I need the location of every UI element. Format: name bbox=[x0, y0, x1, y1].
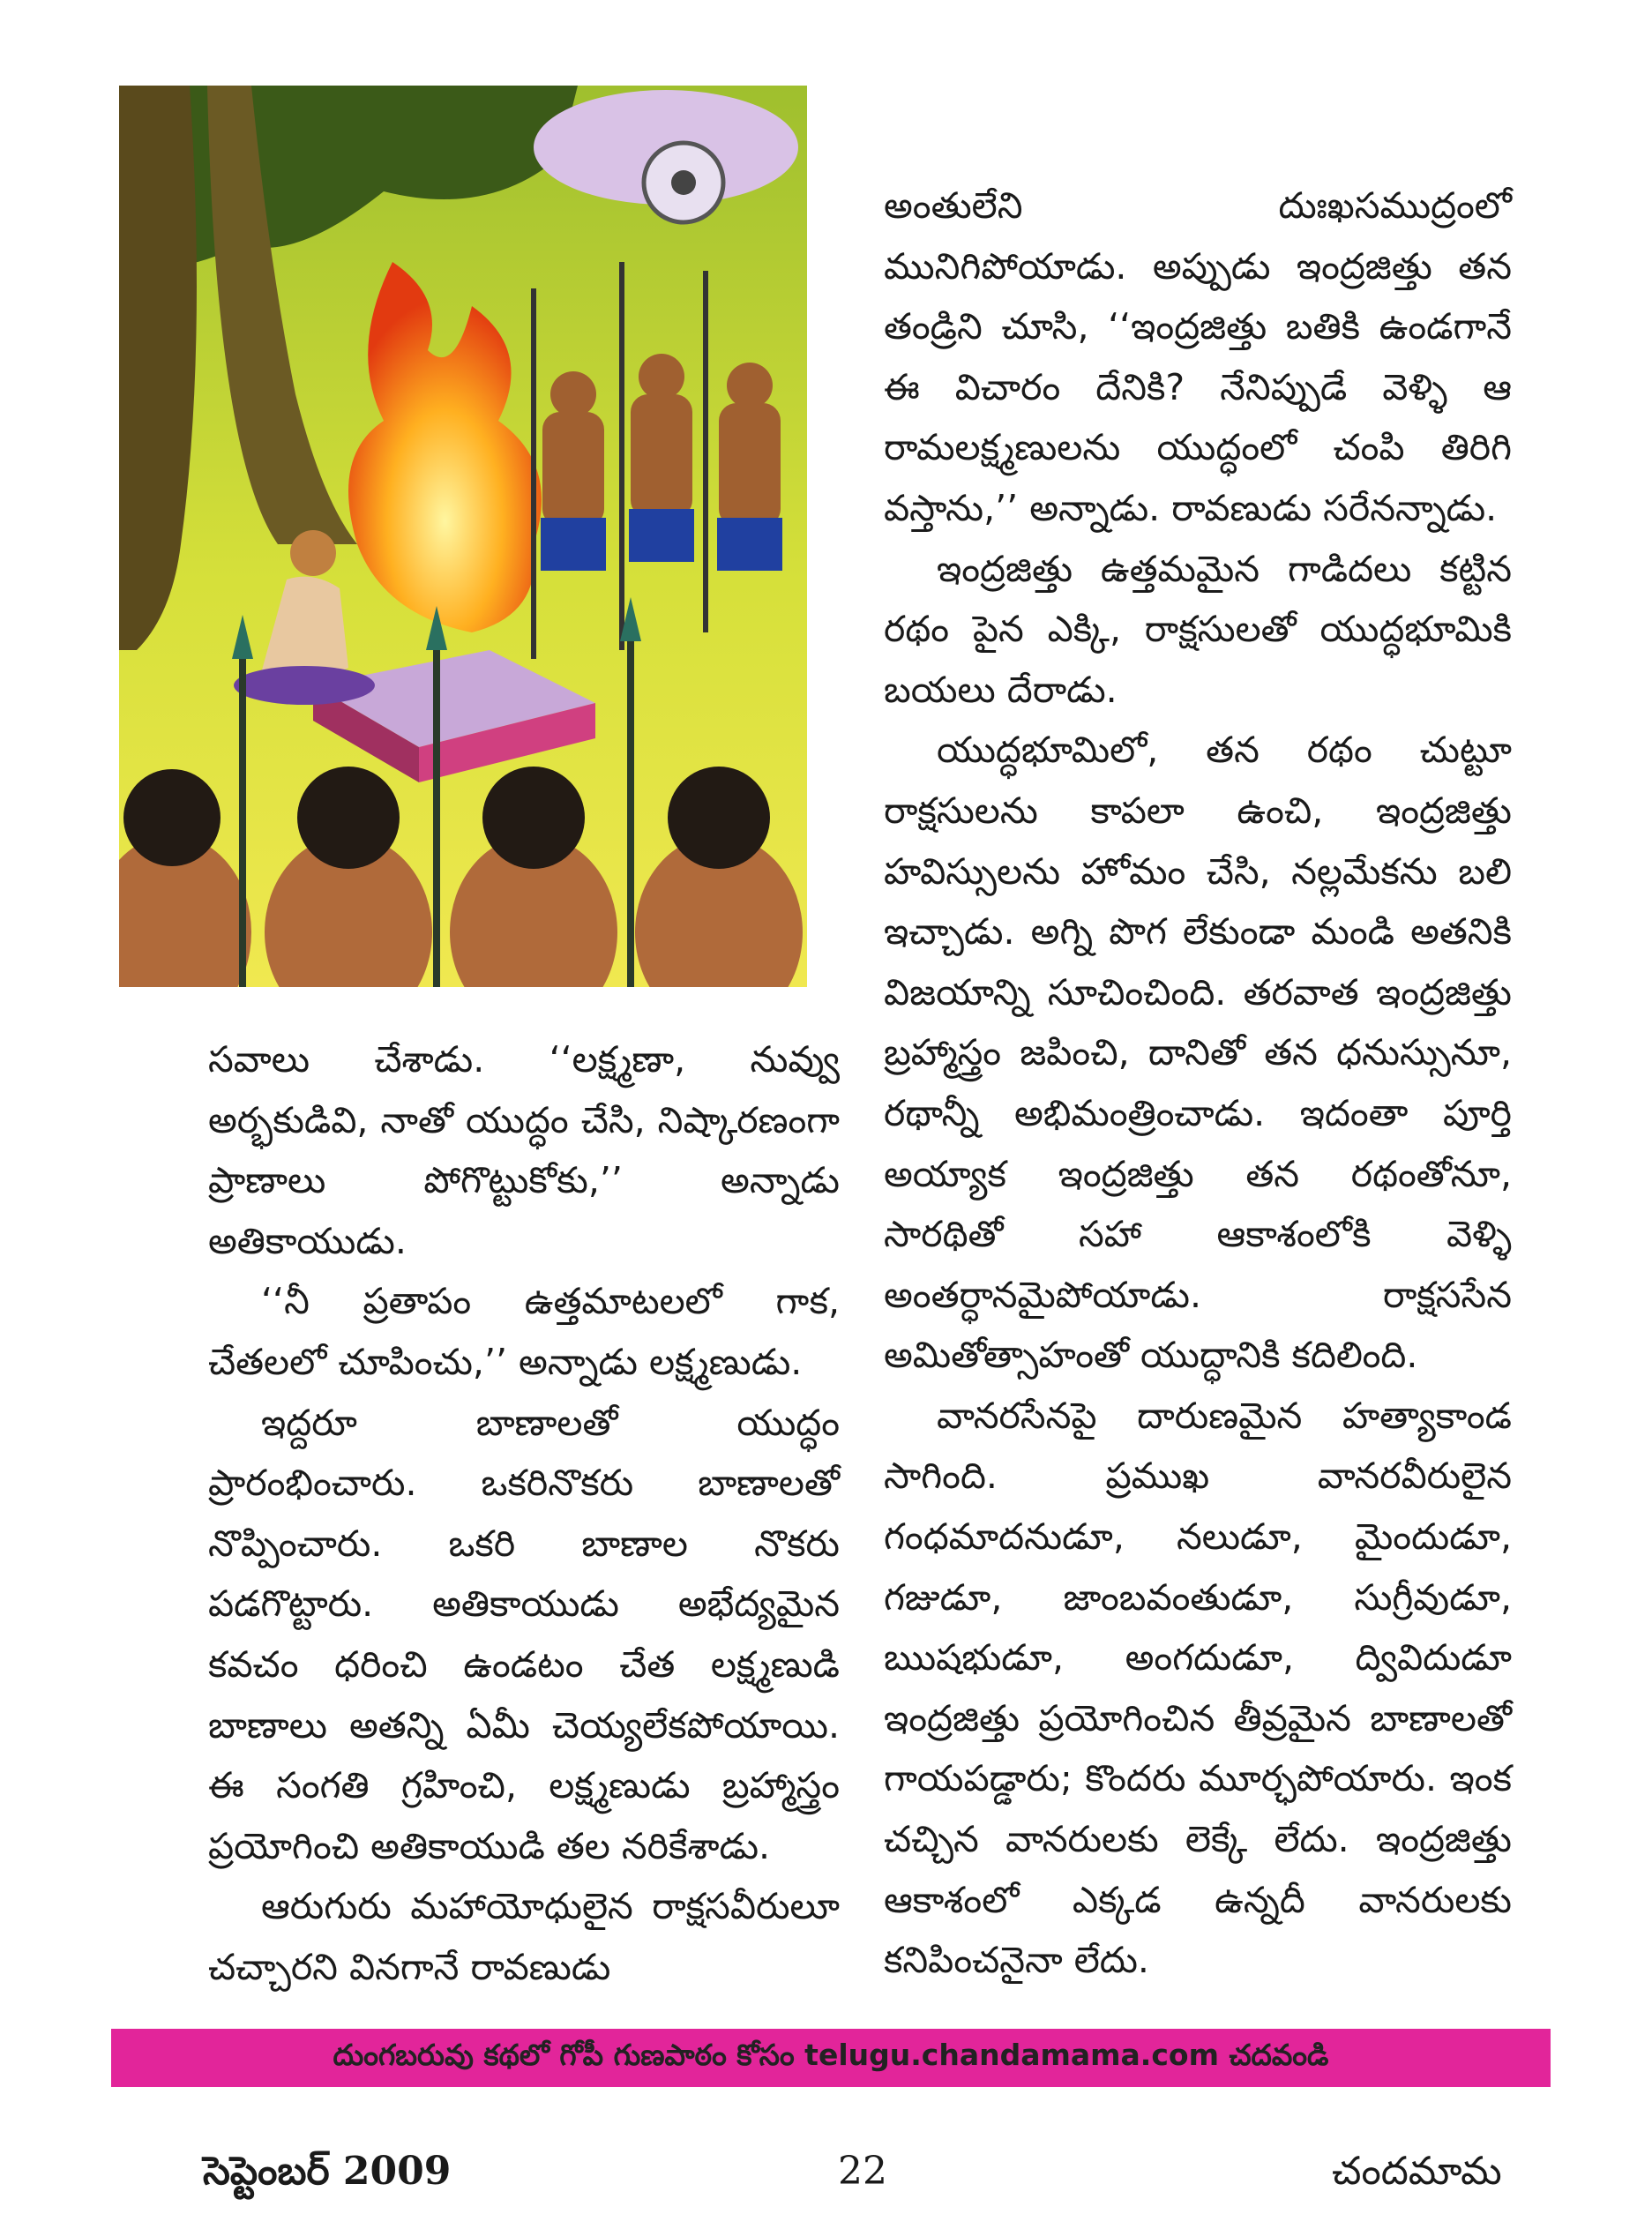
paragraph: వానరసేనపై దారుణమైన హత్యాకాండ సాగింది. ప్రముఖ వానరవీరులైన గంధమాదనుడూ, నలుడూ, మైందుడూ, గజుడూ, జాంబవంతుడూ, సుగ్రీవుడూ, ఋషభుడూ, అంగదుడూ, ద్వివిదుడూ ఇంద్రజిత్తు ప్రయోగించిన తీవ్రమైన బాణాలతో గాయపడ్డారు; కొందరు మూర్ఛపోయారు. ఇంక చచ్చిన వానరులకు లెక్కే లేదు. ఇంద్రజిత్తు ఆకాశంలో ఎక్కడ ఉన్నదీ వానరులకు కనిపించనైనా లేదు. bbox=[884, 1394, 1512, 1982]
paragraph: అంతులేని దుఃఖసముద్రంలో మునిగిపోయాడు. అప్పుడు ఇంద్రజిత్తు తన తండ్రిని చూసి, ‘‘ఇంద్రజిత్తు బతికి ఉండగానే ఈ విచారం దేనికి? నేనిప్పుడే వెళ్ళి ఆ రామలక్ష్మణులను యుద్ధంలో చంపి తిరిగి వస్తాను,’’ అన్నాడు. రావణుడు సరేనన్నాడు. bbox=[884, 184, 1512, 529]
promo-banner-text: దుంగబరువు కథలో గోపీ గుణపాఠం కోసం telugu.chandamama.com చదవండి bbox=[333, 2037, 1329, 2072]
paragraph: ఇంద్రజిత్తు ఉత్తమమైన గాడిదలు కట్టిన రథం పైన ఎక్కి, రాక్షసులతో యుద్ధభూమికి బయలు దేరాడు. bbox=[884, 547, 1512, 711]
paragraph: ఆరుగురు మహాయోధులైన రాక్షసవీరులూ చచ్చారని వినగానే రావణుడు bbox=[208, 1885, 840, 1988]
yagna-fire-scene-icon bbox=[119, 86, 807, 987]
promo-banner bbox=[111, 2029, 1551, 2087]
right-text-column bbox=[884, 176, 1512, 1991]
page-number: 22 bbox=[838, 2149, 887, 2194]
paragraph: ‘‘నీ ప్రతాపం ఉత్తమాటలలో గాక, చేతలలో చూపించు,’’ అన్నాడు లక్ష్మణుడు. bbox=[208, 1280, 840, 1383]
paragraph: ఇద్దరూ బాణాలతో యుద్ధం ప్రారంభించారు. ఒకరినొకరు బాణాలతో నొప్పించారు. ఒకరి బాణాల నొకరు పడగొట్టారు. అతికాయుడు అభేద్యమైన కవచం ధరించి ఉండటం చేత లక్ష్మణుడి బాణాలు అతన్ని ఏమీ చెయ్యలేకపోయాయి. ఈ సంగతి గ్రహించి, లక్ష్మణుడు బ్రహ్మాస్త్రం ప్రయోగించి అతికాయుడి తల నరికేశాడు. bbox=[208, 1401, 840, 1867]
paragraph: సవాలు చేశాడు. ‘‘లక్ష్మణా, నువ్వు అర్భకుడివి, నాతో యుద్ధం చేసి, నిష్కారణంగా ప్రాణాలు పోగొట్టుకోకు,’’ అన్నాడు అతికాయుడు. bbox=[208, 1038, 840, 1262]
footer-date: సెప్టెంబర్ 2009 bbox=[203, 2149, 452, 2194]
paragraph: యుద్ధభూమిలో, తన రథం చుట్టూ రాక్షసులను కాపలా ఉంచి, ఇంద్రజిత్తు హవిస్సులను హోమం చేసి, నల్లమేకను బలి ఇచ్చాడు. అగ్ని పొగ లేకుండా మండి అతనికి విజయాన్ని సూచించింది. తరవాత ఇంద్రజిత్తు బ్రహ్మాస్త్రం జపించి, దానితో తన ధనుస్సునూ, రథాన్నీ అభిమంత్రించాడు. ఇదంతా పూర్తి అయ్యాక ఇంద్రజిత్తు తన రథంతోనూ, సారథితో సహా ఆకాశంలోకి వెళ్ళి అంతర్ధానమైపోయాడు. రాక్షససేన అమితోత్సాహంతో యుద్ధానికి కదిలింది. bbox=[884, 729, 1512, 1377]
magazine-name: చందమామ bbox=[1332, 2149, 1502, 2194]
left-text-column bbox=[208, 1029, 840, 1998]
illustration-yagna-scene bbox=[119, 86, 807, 987]
